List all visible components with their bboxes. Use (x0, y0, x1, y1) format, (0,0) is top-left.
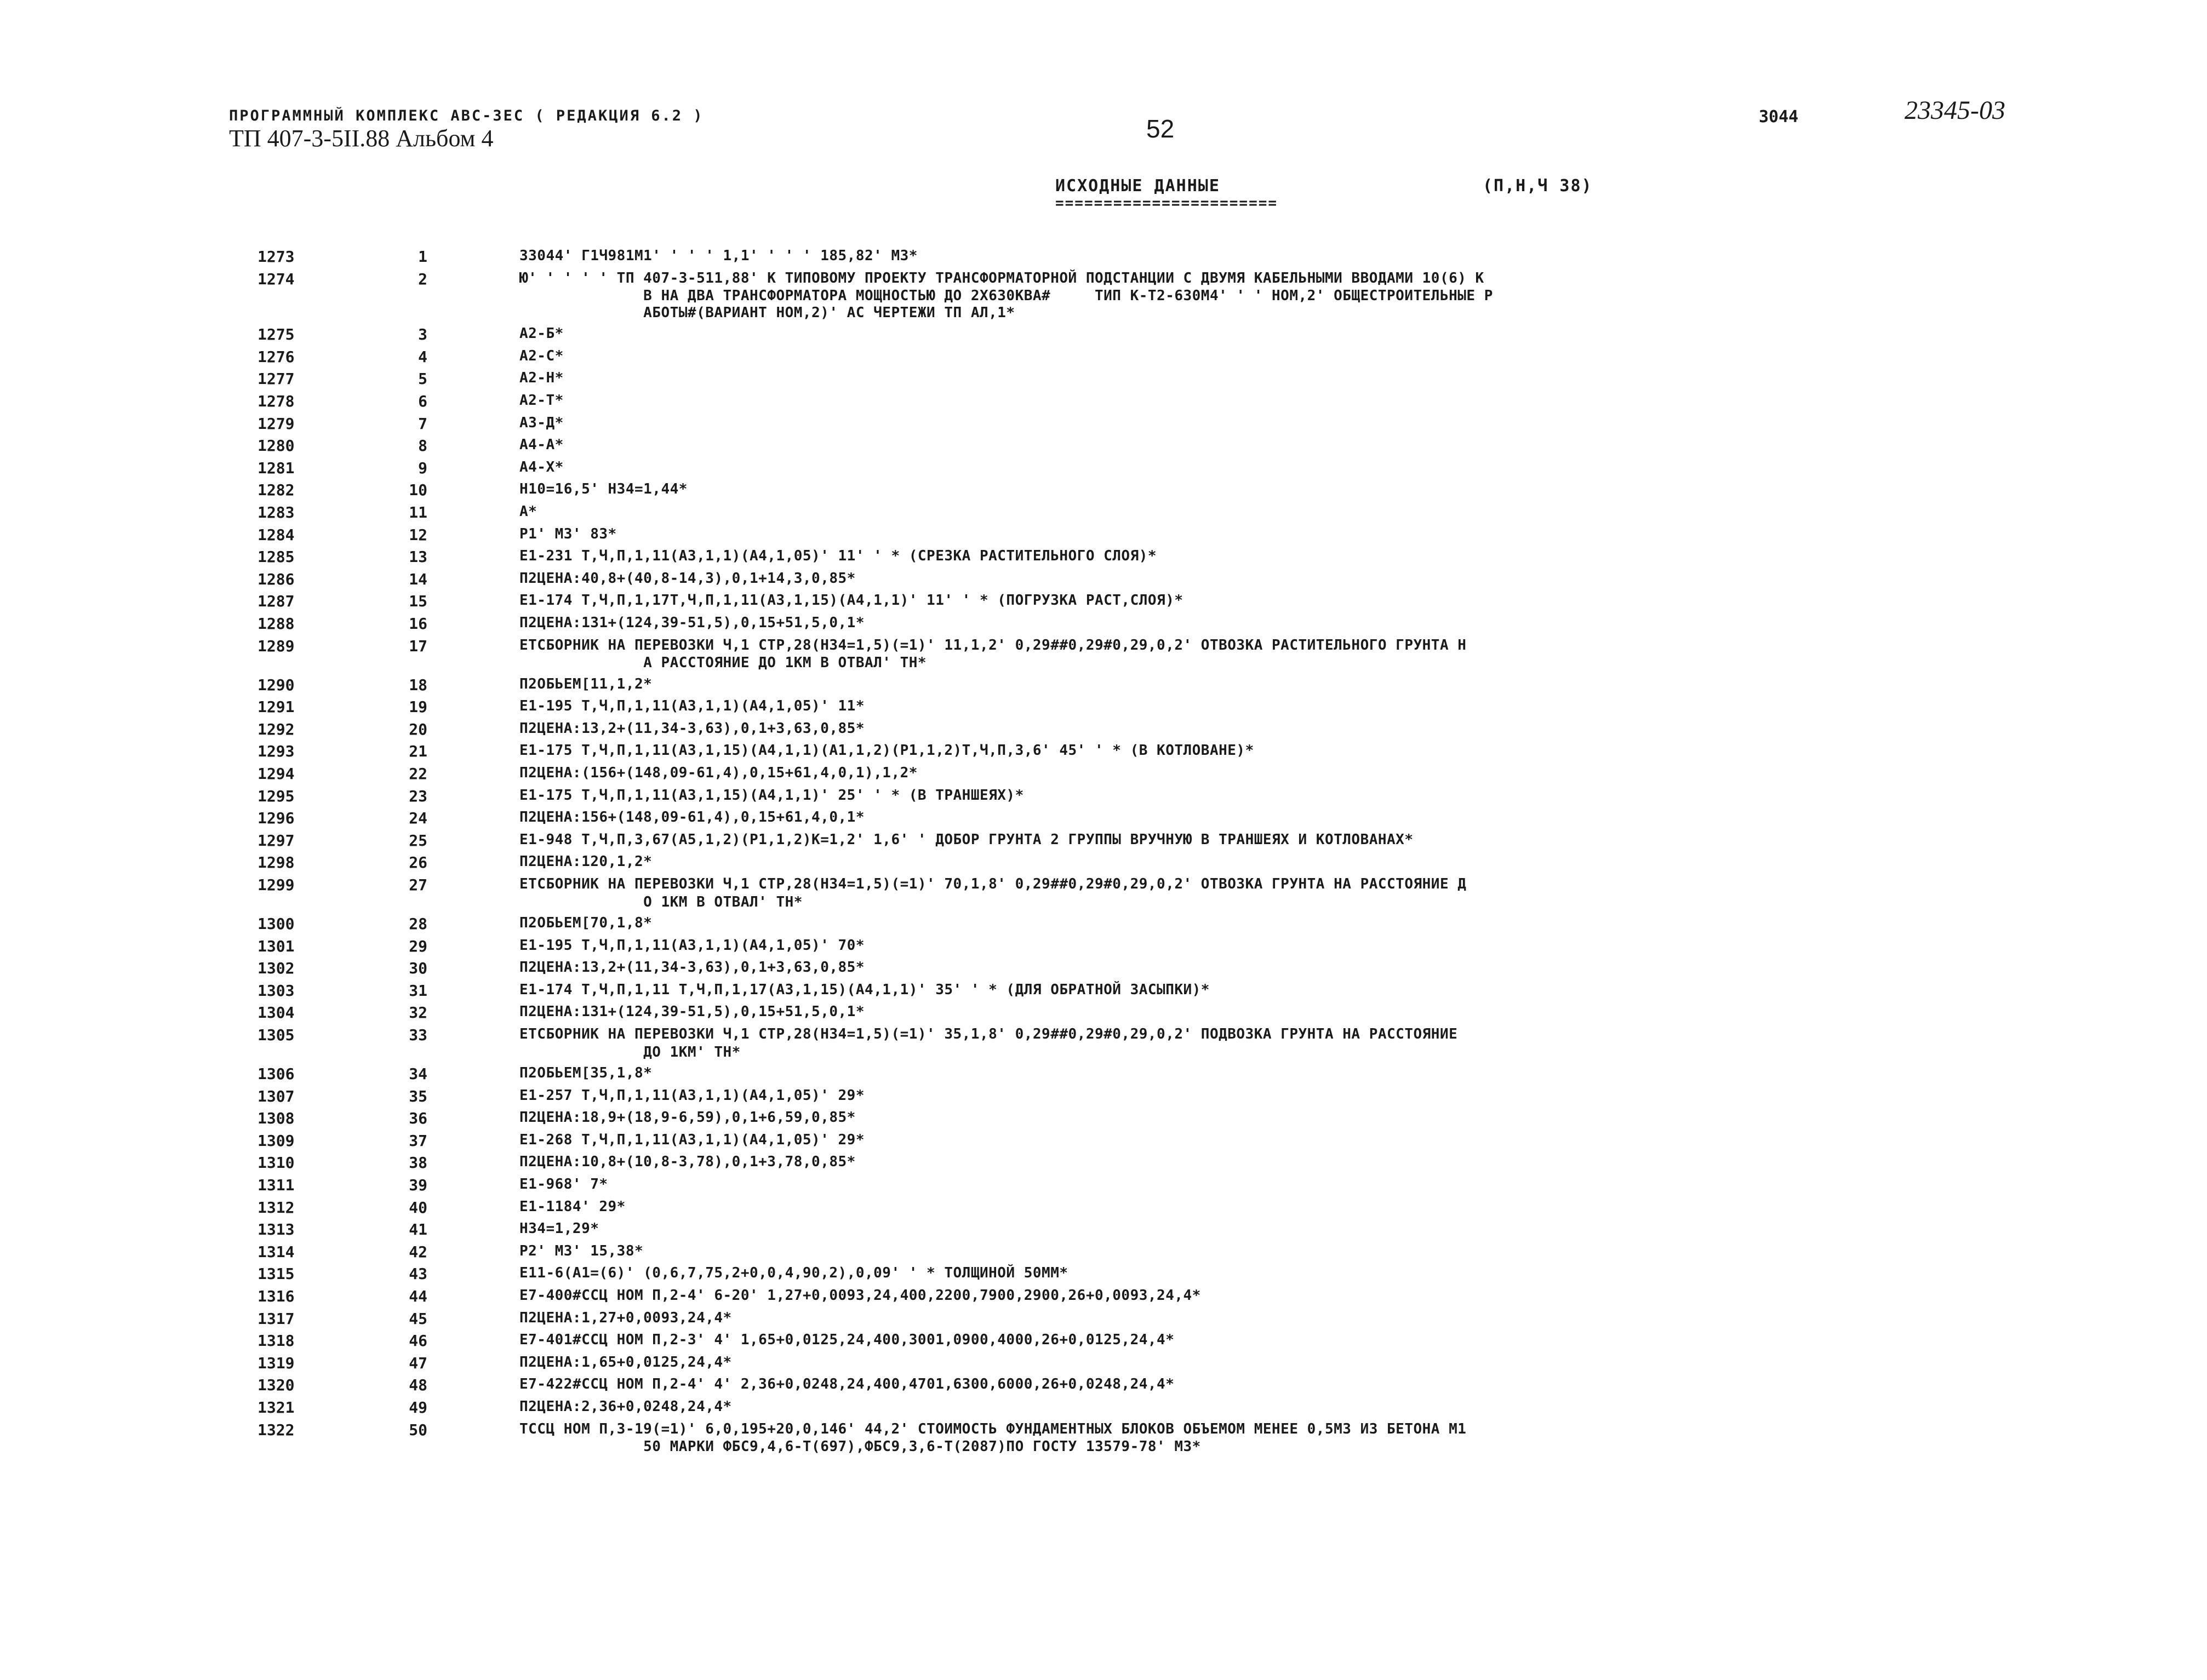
row-text: Е1-195 Т,Ч,П,1,11(А3,1,1)(А4,1,05)' 70* (519, 937, 865, 954)
listing-row-continuation (0, 655, 2207, 676)
row-line-number: 41 (409, 1220, 427, 1239)
row-sequence-number: 1284 (258, 526, 295, 544)
row-text: Р1' М3' 83* (519, 526, 617, 542)
row-text: Н10=16,5' Н34=1,44* (519, 481, 688, 497)
row-text: П2ЦЕНА:1,65+0,0125,24,4* (519, 1354, 732, 1371)
row-continuation-text: О 1КМ В ОТВАЛ' ТН* (519, 894, 803, 910)
row-sequence-number: 1321 (258, 1398, 295, 1417)
row-text: ТССЦ НОМ П,3-19(=1)' 6,0,195+20,0,146' 44,2' СТОИМОСТЬ ФУНДАМЕНТНЫХ БЛОКОВ ОБЪЕМОМ МЕНЕЕ 0,5М3 ИЗ БЕТОНА М1 (519, 1421, 1467, 1437)
row-sequence-number: 1275 (258, 325, 295, 343)
row-text: П2ЦЕНА:156+(148,09-61,4),0,15+61,4,0,1* (519, 809, 865, 825)
row-continuation-text: ДО 1КМ' ТН* (519, 1044, 741, 1060)
listing-row (0, 570, 2207, 592)
handwritten-stamp: 23345-03 (1905, 96, 2005, 125)
row-sequence-number: 1311 (258, 1176, 295, 1194)
row-continuation-text: В НА ДВА ТРАНСФОРМАТОРА МОЩНОСТЬЮ ДО 2Х630КВА# ТИП К-Т2-630М4' ' ' НОМ,2' ОБЩЕСТРОИТЕЛЬНЫЕ Р (519, 288, 1493, 304)
row-sequence-number: 1292 (258, 720, 295, 738)
row-sequence-number: 1279 (258, 415, 295, 433)
listing-row (0, 459, 2207, 481)
row-text: А4-А* (519, 437, 564, 453)
row-sequence-number: 1319 (258, 1354, 295, 1372)
row-line-number: 2 (418, 270, 427, 288)
listing-row (0, 1354, 2207, 1376)
row-line-number: 34 (409, 1065, 427, 1083)
listing-row (0, 1332, 2207, 1354)
listing-row-continuation (0, 894, 2207, 916)
listing-row (0, 1132, 2207, 1154)
row-line-number: 37 (409, 1132, 427, 1150)
row-sequence-number: 1295 (258, 787, 295, 805)
row-line-number: 40 (409, 1199, 427, 1217)
row-text: П2ЦЕНА:131+(124,39-51,5),0,15+51,5,0,1* (519, 1004, 865, 1020)
row-continuation-text: АБОТЫ#(ВАРИАНТ НОМ,2)' АС ЧЕРТЕЖИ ТП АЛ,1* (519, 305, 1015, 321)
listing-row (0, 437, 2207, 458)
listing-row (0, 415, 2207, 437)
row-line-number: 5 (418, 370, 427, 388)
row-sequence-number: 1314 (258, 1243, 295, 1261)
row-text: Е1-174 Т,Ч,П,1,17Т,Ч,П,1,11(А3,1,15)(А4,1,1)' 11' ' * (ПОГРУЗКА РАСТ,СЛОЯ)* (519, 592, 1183, 609)
listing-row (0, 720, 2207, 742)
listing-row (0, 959, 2207, 981)
row-text: Е1-174 Т,Ч,П,1,11 Т,Ч,П,1,17(А3,1,15)(А4,1,1)' 35' ' * (ДЛЯ ОБРАТНОЙ ЗАСЫПКИ)* (519, 982, 1210, 998)
row-line-number: 9 (418, 459, 427, 477)
row-text: П2ЦЕНА:131+(124,39-51,5),0,15+51,5,0,1* (519, 615, 865, 631)
listing-row-continuation (0, 1044, 2207, 1066)
row-sequence-number: 1312 (258, 1199, 295, 1217)
row-line-number: 47 (409, 1354, 427, 1372)
page-number: 52 (1146, 114, 1175, 143)
row-line-number: 45 (409, 1310, 427, 1328)
row-text: Е1-968' 7* (519, 1176, 608, 1192)
row-sequence-number: 1297 (258, 832, 295, 850)
listing-row (0, 1065, 2207, 1087)
row-line-number: 33 (409, 1026, 427, 1044)
listing-row (0, 809, 2207, 831)
row-sequence-number: 1316 (258, 1287, 295, 1305)
listing-row (0, 1109, 2207, 1131)
row-text: Р2' М3' 15,38* (519, 1243, 644, 1259)
section-title: ИСХОДНЫЕ ДАННЫЕ (1055, 176, 1220, 196)
listing-row (0, 615, 2207, 637)
listing-row (0, 1287, 2207, 1309)
listing-row (0, 1220, 2207, 1242)
row-text: Е1-195 Т,Ч,П,1,11(А3,1,1)(А4,1,05)' 11* (519, 698, 865, 714)
row-text: Е7-401#ССЦ НОМ П,2-3' 4' 1,65+0,0125,24,400,3001,0900,4000,26+0,0125,24,4* (519, 1332, 1175, 1348)
listing-row (0, 1199, 2207, 1220)
row-line-number: 10 (409, 481, 427, 499)
row-text: П2ЦЕНА:1,27+0,0093,24,4* (519, 1310, 732, 1326)
row-line-number: 13 (409, 548, 427, 566)
row-sequence-number: 1280 (258, 437, 295, 455)
row-sequence-number: 1320 (258, 1376, 295, 1394)
row-text: П2ЦЕНА:13,2+(11,34-3,63),0,1+3,63,0,85* (519, 959, 865, 976)
row-line-number: 17 (409, 637, 427, 655)
row-sequence-number: 1317 (258, 1310, 295, 1328)
listing-row (0, 1310, 2207, 1332)
row-sequence-number: 1308 (258, 1109, 295, 1127)
row-line-number: 6 (418, 392, 427, 410)
listing-row (0, 853, 2207, 875)
row-sequence-number: 1290 (258, 676, 295, 694)
listing-row (0, 248, 2207, 270)
listing-row (0, 392, 2207, 414)
row-line-number: 29 (409, 937, 427, 955)
listing-row (0, 982, 2207, 1004)
listing-row (0, 348, 2207, 370)
row-sequence-number: 1294 (258, 765, 295, 783)
row-line-number: 32 (409, 1004, 427, 1022)
row-text: П2ЦЕНА:13,2+(11,34-3,63),0,1+3,63,0,85* (519, 720, 865, 737)
row-text: Е7-422#ССЦ НОМ П,2-4' 4' 2,36+0,0248,24,400,4701,6300,6000,26+0,0248,24,4* (519, 1376, 1175, 1392)
row-text: Е1-175 Т,Ч,П,1,11(А3,1,15)(А4,1,1)' 25' ' * (В ТРАНШЕЯХ)* (519, 787, 1024, 804)
row-sequence-number: 1307 (258, 1087, 295, 1105)
row-sequence-number: 1283 (258, 503, 295, 521)
row-line-number: 42 (409, 1243, 427, 1261)
row-text: 33044' Г1Ч981М1' ' ' ' 1,1' ' ' ' 185,82' М3* (519, 248, 918, 264)
row-line-number: 39 (409, 1176, 427, 1194)
row-line-number: 44 (409, 1287, 427, 1305)
row-sequence-number: 1309 (258, 1132, 295, 1150)
row-text: А3-Д* (519, 415, 564, 431)
row-line-number: 20 (409, 720, 427, 738)
row-text: П2ОБЬЕМ[35,1,8* (519, 1065, 653, 1081)
row-line-number: 4 (418, 348, 427, 366)
row-sequence-number: 1274 (258, 270, 295, 288)
row-text: Е1-175 Т,Ч,П,1,11(А3,1,15)(А4,1,1)(А1,1,2)(Р1,1,2)Т,Ч,П,3,6' 45' ' * (В КОТЛОВАНЕ)* (519, 742, 1254, 759)
row-line-number: 36 (409, 1109, 427, 1127)
listing-row (0, 325, 2207, 347)
row-line-number: 26 (409, 853, 427, 871)
row-text: Е1-257 Т,Ч,П,1,11(А3,1,1)(А4,1,05)' 29* (519, 1087, 865, 1104)
row-sequence-number: 1313 (258, 1220, 295, 1239)
listing-row (0, 787, 2207, 809)
listing-row (0, 370, 2207, 392)
row-sequence-number: 1293 (258, 742, 295, 760)
row-line-number: 38 (409, 1154, 427, 1172)
row-text: Е11-6(А1=(6)' (0,6,7,75,2+0,0,4,90,2),0,09' ' * ТОЛЩИНОЙ 50ММ* (519, 1265, 1068, 1281)
row-continuation-text: А РАССТОЯНИЕ ДО 1КМ В ОТВАЛ' ТН* (519, 655, 927, 671)
section-title-params: (П,Н,Ч 38) (1483, 176, 1593, 196)
row-text: А2-С* (519, 348, 564, 364)
row-line-number: 48 (409, 1376, 427, 1394)
listing-row (0, 698, 2207, 720)
row-sequence-number: 1296 (258, 809, 295, 827)
row-sequence-number: 1278 (258, 392, 295, 410)
row-text: А* (519, 503, 538, 520)
row-line-number: 8 (418, 437, 427, 455)
row-continuation-text: 50 МАРКИ ФБС9,4,6-Т(697),ФБС9,3,6-Т(2087)ПО ГОСТУ 13579-78' М3* (519, 1438, 1201, 1455)
row-sequence-number: 1291 (258, 698, 295, 716)
listing-row (0, 1154, 2207, 1176)
row-sequence-number: 1305 (258, 1026, 295, 1044)
row-line-number: 23 (409, 787, 427, 805)
row-sequence-number: 1302 (258, 959, 295, 977)
listing-row (0, 1398, 2207, 1420)
row-line-number: 28 (409, 915, 427, 933)
listing-row (0, 832, 2207, 853)
row-text: Н34=1,29* (519, 1220, 599, 1237)
row-sequence-number: 1287 (258, 592, 295, 610)
row-text: П2ЦЕНА:2,36+0,0248,24,4* (519, 1398, 732, 1415)
row-sequence-number: 1322 (258, 1421, 295, 1439)
listing-row-continuation (0, 305, 2207, 326)
row-line-number: 16 (409, 615, 427, 633)
row-text: ЕТСБОРНИК НА ПЕРЕВОЗКИ Ч,1 СТР,28(Н34=1,5)(=1)' 70,1,8' 0,29##0,29#0,29,0,2' ОТВОЗКА ГРУНТА НА РАССТОЯНИЕ Д (519, 876, 1467, 892)
row-text: П2ОБЬЕМ[11,1,2* (519, 676, 653, 692)
row-sequence-number: 1285 (258, 548, 295, 566)
row-text: П2ЦЕНА:120,1,2* (519, 853, 653, 870)
row-text: П2ЦЕНА:40,8+(40,8-14,3),0,1+14,3,0,85* (519, 570, 856, 587)
listing-row (0, 503, 2207, 525)
row-sequence-number: 1282 (258, 481, 295, 499)
row-line-number: 50 (409, 1421, 427, 1439)
row-sequence-number: 1276 (258, 348, 295, 366)
row-sequence-number: 1318 (258, 1332, 295, 1350)
row-text: А4-Х* (519, 459, 564, 475)
row-sequence-number: 1300 (258, 915, 295, 933)
program-header: ПРОГРАММНЫЙ КОМПЛЕКС АВС-ЗЕС ( РЕДАКЦИЯ 6.2 ) (229, 107, 704, 124)
row-line-number: 49 (409, 1398, 427, 1417)
row-sequence-number: 1310 (258, 1154, 295, 1172)
row-line-number: 15 (409, 592, 427, 610)
row-line-number: 22 (409, 765, 427, 783)
row-text: А2-Б* (519, 325, 564, 342)
listing-row (0, 1176, 2207, 1198)
row-line-number: 18 (409, 676, 427, 694)
listing-row (0, 548, 2207, 570)
listing-row (0, 676, 2207, 698)
row-line-number: 11 (409, 503, 427, 521)
row-sequence-number: 1301 (258, 937, 295, 955)
row-line-number: 30 (409, 959, 427, 977)
row-line-number: 21 (409, 742, 427, 760)
album-title: ТП 407-3-5II.88 Альбом 4 (229, 125, 494, 152)
listing-row (0, 1004, 2207, 1025)
row-sequence-number: 1298 (258, 853, 295, 871)
row-line-number: 19 (409, 698, 427, 716)
row-sequence-number: 1304 (258, 1004, 295, 1022)
row-text: П2ОБЬЕМ[70,1,8* (519, 915, 653, 931)
row-line-number: 27 (409, 876, 427, 894)
row-line-number: 12 (409, 526, 427, 544)
row-sequence-number: 1315 (258, 1265, 295, 1283)
listing-row (0, 592, 2207, 614)
row-text: П2ЦЕНА:10,8+(10,8-3,78),0,1+3,78,0,85* (519, 1154, 856, 1170)
listing-row (0, 1265, 2207, 1287)
row-line-number: 46 (409, 1332, 427, 1350)
listing-row (0, 526, 2207, 548)
listing-row-continuation (0, 1438, 2207, 1460)
row-line-number: 43 (409, 1265, 427, 1283)
listing-row (0, 937, 2207, 959)
row-sequence-number: 1289 (258, 637, 295, 655)
row-line-number: 25 (409, 832, 427, 850)
listing-row (0, 1376, 2207, 1398)
listing-row (0, 765, 2207, 787)
row-text: Е1-268 Т,Ч,П,1,11(А3,1,1)(А4,1,05)' 29* (519, 1132, 865, 1148)
row-sequence-number: 1303 (258, 982, 295, 1000)
row-sequence-number: 1299 (258, 876, 295, 894)
row-sequence-number: 1288 (258, 615, 295, 633)
row-text: Ю' ' ' ' ' ТП 407-3-511,88' К ТИПОВОМУ ПРОЕКТУ ТРАНСФОРМАТОРНОЙ ПОДСТАНЦИИ С ДВУМЯ КАБЕЛЬНЫМИ ВВОДАМИ 10(6) К (519, 270, 1484, 286)
row-line-number: 1 (418, 248, 427, 266)
row-line-number: 31 (409, 982, 427, 1000)
row-text: П2ЦЕНА:(156+(148,09-61,4),0,15+61,4,0,1),1,2* (519, 765, 918, 781)
row-sequence-number: 1281 (258, 459, 295, 477)
row-text: П2ЦЕНА:18,9+(18,9-6,59),0,1+6,59,0,85* (519, 1109, 856, 1126)
row-line-number: 14 (409, 570, 427, 588)
row-text: А2-Н* (519, 370, 564, 386)
row-text: Е1-948 Т,Ч,П,3,67(А5,1,2)(Р1,1,2)К=1,2' 1,6' ' ДОБОР ГРУНТА 2 ГРУППЫ ВРУЧНУЮ В ТРАНШЕЯХ И КОТЛОВАНАХ* (519, 832, 1414, 848)
row-text: ЕТСБОРНИК НА ПЕРЕВОЗКИ Ч,1 СТР,28(Н34=1,5)(=1)' 11,1,2' 0,29##0,29#0,29,0,2' ОТВОЗКА РАСТИТЕЛЬНОГО ГРУНТА Н (519, 637, 1467, 653)
listing-row (0, 742, 2207, 764)
listing-row (0, 1243, 2207, 1265)
row-text: ЕТСБОРНИК НА ПЕРЕВОЗКИ Ч,1 СТР,28(Н34=1,5)(=1)' 35,1,8' 0,29##0,29#0,29,0,2' ПОДВОЗКА ГРУНТА НА РАССТОЯНИЕ (519, 1026, 1458, 1042)
row-sequence-number: 1306 (258, 1065, 295, 1083)
section-title-underline: ======================= (1055, 195, 1278, 211)
row-sequence-number: 1286 (258, 570, 295, 588)
listing-row (0, 915, 2207, 937)
row-line-number: 7 (418, 415, 427, 433)
listing-row (0, 1087, 2207, 1109)
row-line-number: 35 (409, 1087, 427, 1105)
row-line-number: 3 (418, 325, 427, 343)
row-text: Е7-400#ССЦ НОМ П,2-4' 6-20' 1,27+0,0093,24,400,2200,7900,2900,26+0,0093,24,4* (519, 1287, 1201, 1304)
row-text: А2-Т* (519, 392, 564, 409)
row-line-number: 24 (409, 809, 427, 827)
row-sequence-number: 1277 (258, 370, 295, 388)
row-text: Е1-1184' 29* (519, 1199, 626, 1215)
row-sequence-number: 1273 (258, 248, 295, 266)
document-code: 3044 (1759, 107, 1799, 127)
row-text: Е1-231 Т,Ч,П,1,11(А3,1,1)(А4,1,05)' 11' ' * (СРЕЗКА РАСТИТЕЛЬНОГО СЛОЯ)* (519, 548, 1157, 564)
listing-row (0, 481, 2207, 503)
